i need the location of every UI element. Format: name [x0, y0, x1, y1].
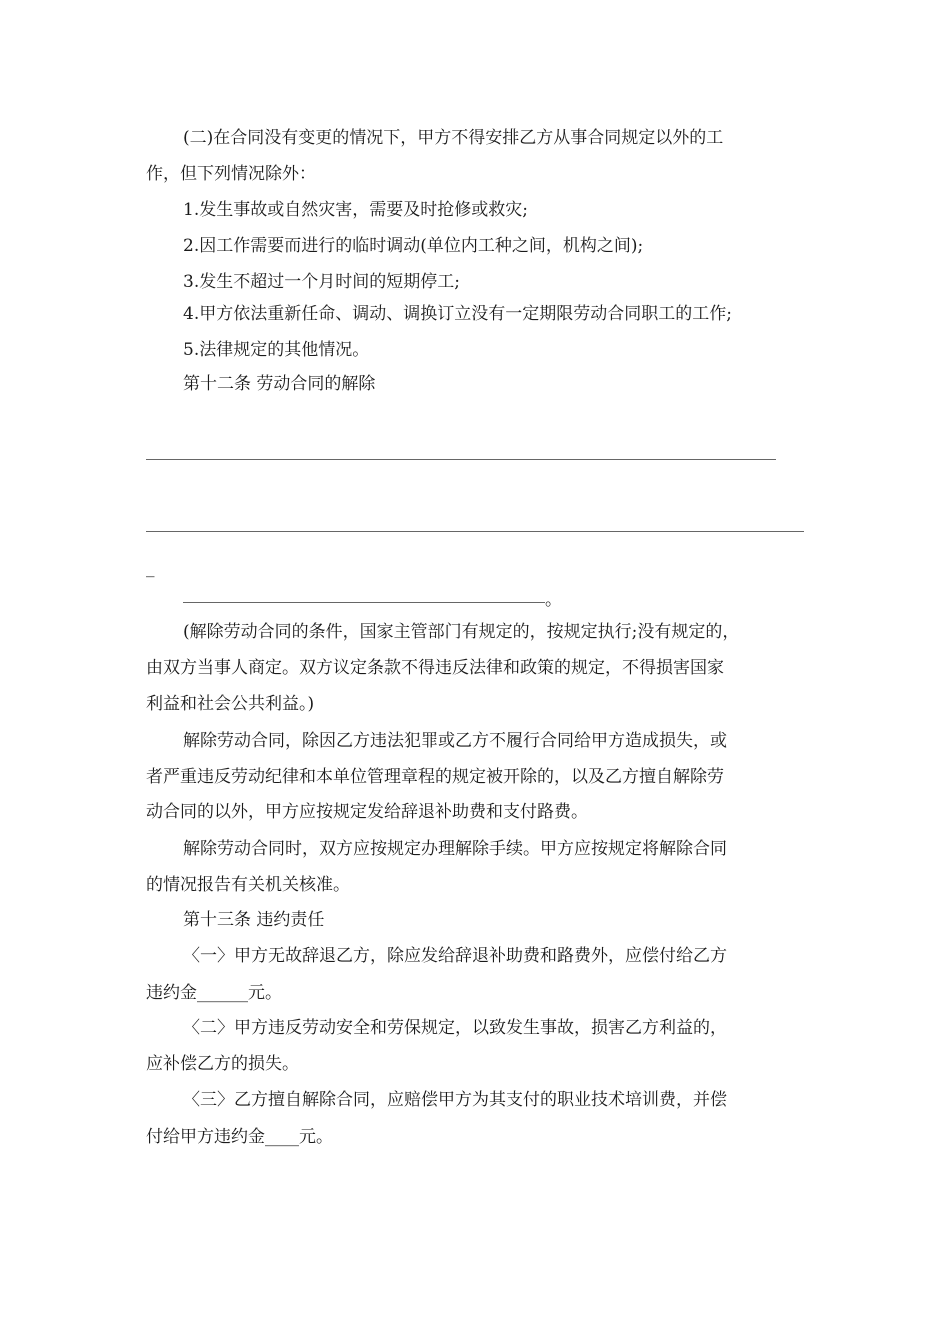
paragraph-line: 的情况报告有关机关核准。: [146, 875, 350, 895]
blank-fill-line: [146, 459, 776, 460]
paragraph-line: 由双方当事人商定。双方议定条款不得违反法律和政策的规定，不得损害国家: [146, 658, 724, 678]
paragraph-line: 〈二〉甲方违反劳动安全和劳保规定，以致发生事故，损害乙方利益的，: [183, 1018, 727, 1038]
list-item: 5.法律规定的其他情况。: [183, 340, 370, 360]
paragraph-line: 利益和社会公共利益。): [146, 694, 315, 714]
list-item: 1.发生事故或自然灾害，需要及时抢修或救灾;: [183, 200, 528, 220]
paragraph-line: 〈三〉乙方擅自解除合同，应赔偿甲方为其支付的职业技术培训费，并偿: [183, 1090, 727, 1110]
list-item: 3.发生不超过一个月时间的短期停工;: [183, 272, 460, 292]
paragraph-line: 违约金______元。: [146, 983, 282, 1003]
blank-fill-line: [146, 531, 804, 532]
period-mark: 。: [545, 590, 562, 610]
paragraph-line: 解除劳动合同时，双方应按规定办理解除手续。甲方应按规定将解除合同: [183, 839, 727, 859]
section-heading: 第十二条 劳动合同的解除: [183, 374, 376, 394]
paragraph-line: 作，但下列情况除外：: [146, 164, 316, 184]
paragraph-line: 应补偿乙方的损失。: [146, 1054, 299, 1074]
list-item: 2.因工作需要而进行的临时调动(单位内工种之间，机构之间);: [183, 236, 644, 256]
paragraph-line: 付给甲方违约金____元。: [146, 1127, 333, 1147]
paragraph-line: (二)在合同没有变更的情况下，甲方不得安排乙方从事合同规定以外的工: [183, 128, 724, 148]
paragraph-line: (解除劳动合同的条件，国家主管部门有规定的，按规定执行;没有规定的，: [183, 622, 740, 642]
paragraph-line: 解除劳动合同，除因乙方违法犯罪或乙方不履行合同给甲方造成损失，或: [183, 731, 727, 751]
blank-fill-line: [183, 602, 545, 603]
paragraph-line: 动合同的以外，甲方应按规定发给辞退补助费和支付路费。: [146, 802, 588, 822]
blank-fill-tail: _: [146, 558, 155, 578]
list-item: 4.甲方依法重新任命、调动、调换订立没有一定期限劳动合同职工的工作;: [183, 304, 732, 324]
section-heading: 第十三条 违约责任: [183, 910, 325, 930]
paragraph-line: 〈一〉甲方无故辞退乙方，除应发给辞退补助费和路费外，应偿付给乙方: [183, 946, 727, 966]
paragraph-line: 者严重违反劳动纪律和本单位管理章程的规定被开除的，以及乙方擅自解除劳: [146, 767, 724, 787]
